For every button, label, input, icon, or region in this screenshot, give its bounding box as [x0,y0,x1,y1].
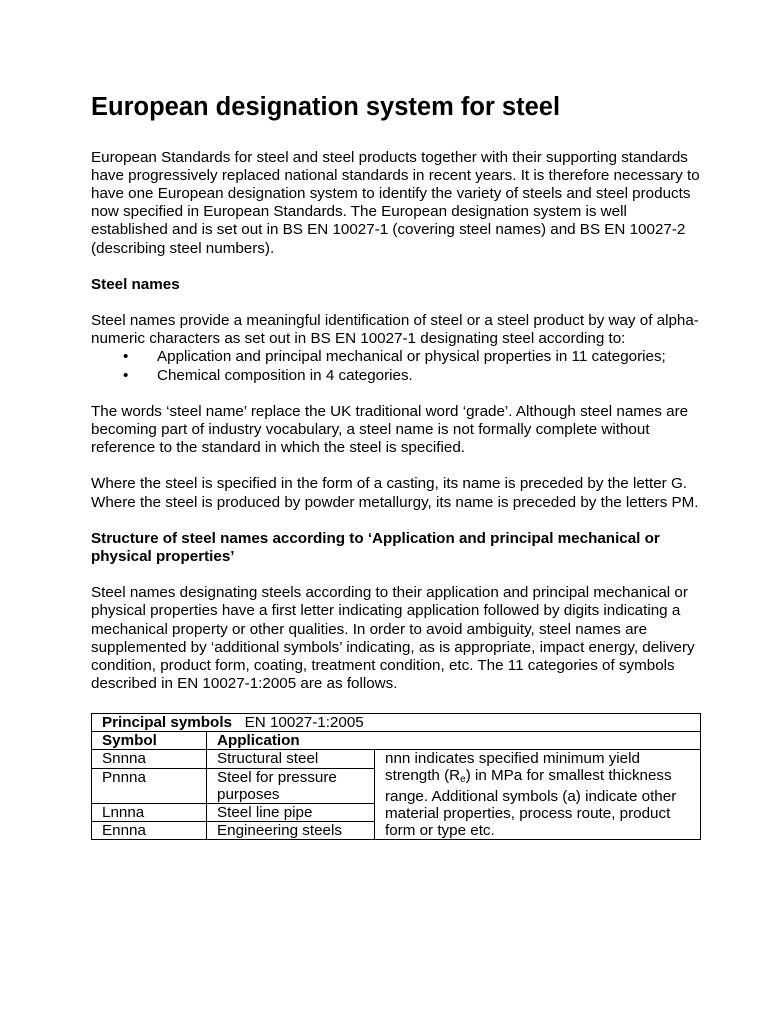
table-caption [92,714,701,732]
header-application: Application [207,732,701,750]
table-header-row [92,732,701,750]
bullet-icon: • [123,348,129,366]
bullet-icon: • [123,366,129,384]
principal-symbols-table [91,713,701,840]
cell-application: Structural steel [207,750,375,768]
cell-application: Steel for pressure purposes [207,768,375,803]
structure-paragraph: Steel names designating steels according to their application and principal mechanical or physical properties have a first letter indicating application followed by digits indicating a mechanical property or other qualities. In order to avoid ambiguity, steel names are supplemented by ‘additional symbols’ indicating, as is appropriate, impact energy, delivery condition, product form, coating, treatment condition, etc. The 11 categories of symbols described in EN 10027-1:2005 are as follows. [91,584,695,693]
cell-symbol: Snnna [92,750,207,768]
table-caption-standard: EN 10027-1:2005 [244,714,364,732]
list-item-text: Chemical composition in 4 categories. [157,366,413,384]
steel-name-grade-paragraph: The words ‘steel name’ replace the UK traditional word ‘grade’. Although steel names are becoming part of industry vocabulary, a steel name is not formally complete without reference to the standard in which the steel is specified. [91,402,689,457]
table-caption-title: Principal symbols [102,714,232,732]
list-item-text: Application and principal mechanical or physical properties in 11 categories; [157,348,666,366]
table-row [92,750,701,768]
cell-symbol: Lnnna [92,804,207,822]
intro-paragraph: European Standards for steel and steel products together with their supporting standards have progressively replaced national standards in recent years. It is therefore necessary to have one European designation system to identify the variety of steels and steel products now specified in European Standards. The European designation system is well established and is set out in BS EN 10027-1 (covering steel names) and BS EN 10027-2 (describing steel numbers). [91,148,700,257]
cell-symbol: Pnnna [92,768,207,803]
document-page [91,92,703,840]
list-item [91,367,703,385]
page-title: European designation system for steel [91,93,561,121]
header-symbol: Symbol [92,732,207,750]
cell-strength-note: nnn indicates specified minimum yield strength $(R_e)$ in MPa for smallest thickness range. Additional symbols (a) indicate other material properties, process route, product form or type etc. [375,750,701,840]
steel-names-heading: Steel names [91,275,180,293]
table-caption-row [92,714,701,732]
designation-list [91,348,703,384]
cell-application: Steel line pipe [207,804,375,822]
casting-paragraph: Where the steel is specified in the form of a casting, its name is preceded by the letter G. Where the steel is produced by powder metallurgy, its name is preceded by the letters PM. [91,475,699,511]
structure-heading: Structure of steel names according to ‘Application and principal mechanical or physical properties’ [91,529,660,566]
steel-names-paragraph: Steel names provide a meaningful identification of steel or a steel product by way of alpha-numeric characters as set out in BS EN 10027-1 designating steel according to: [91,312,699,348]
cell-application: Engineering steels [207,822,375,840]
cell-symbol: Ennna [92,822,207,840]
list-item [91,348,703,366]
